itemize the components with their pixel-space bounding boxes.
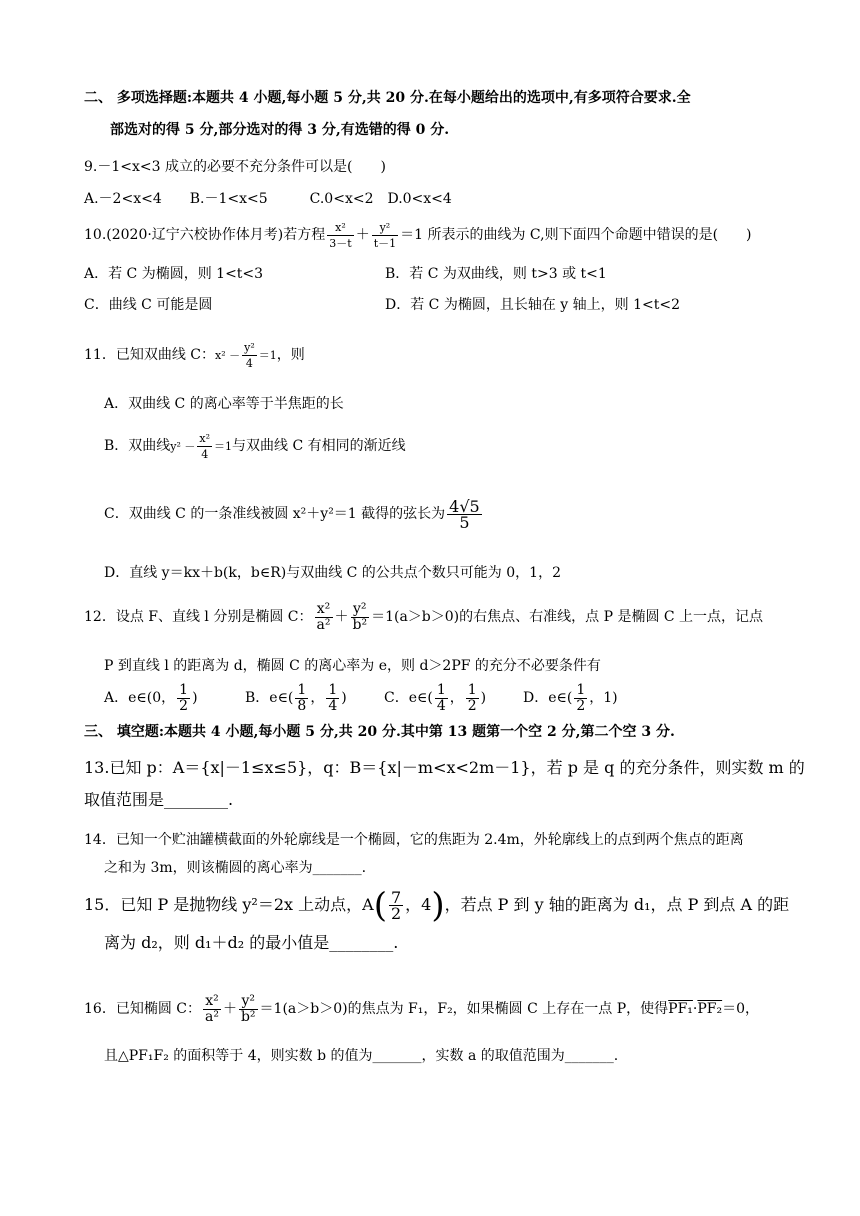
q12-option-b: B．e∈( $\frac{1}{8}$ ， $\frac{1}{4}$ ) — [245, 681, 347, 714]
q14-line1: 14．已知一个贮油罐横截面的外轮廓线是一个椭圆，它的焦距为 2.4m，外轮廓线上的点到两个焦点的距离 — [84, 832, 744, 848]
q12-stem-line2: P 到直线 l 的距离为 d，椭圆 C 的离心率为 e，则 d＞2PF 的充分不必要条件有 — [104, 658, 601, 674]
q13-line1: 13.已知 p：A＝{x|－1≤x≤5}，q：B＝{x|－m<x<2m－1}，若 p 是 q 的充分条件，则实数 m 的 — [84, 758, 805, 777]
q10-stem: 10.(2020·辽宁六校协作体月考)若方程 $\frac{\text{x²}}{3-t}$ ＋ $\frac{\text{y²}}{t-1}$ ＝1 所表示的曲线为 C,则下面四个命题中错误的是( ) — [84, 220, 752, 250]
section2-heading: 二、 多项选择题:本题共 4 小题,每小题 5 分,共 20 分.在每小题给出的选项中,有多项符合要求.全 — [84, 90, 691, 106]
q12-option-a: A．e∈(0， $\frac{1}{2}$ ) — [104, 681, 198, 714]
section3-heading: 三、 填空题:本题共 4 小题,每小题 5 分,共 20 分.其中第 13 题第一个空 2 分,第二个空 3 分. — [84, 724, 675, 740]
q14-line2: 之和为 3m，则该椭圆的离心率为_______. — [104, 860, 367, 876]
q10-option-b: B．若 C 为双曲线，则 t>3 或 t<1 — [385, 266, 607, 282]
q9-options: A.－2<x<4 B.－1<x<5 C.0<x<2 D.0<x<4 — [84, 191, 452, 207]
q12-option-d: D．e∈( $\frac{1}{2}$ ，1) — [523, 681, 618, 714]
q16-line1: 16．已知椭圆 C： $\frac{\text{x²}}{\text{a²}}$ ＋ $\frac{\text{y²}}{\text{b²}}$ ＝1(a＞b＞0)的焦点为 F₁，F₂，如果椭圆 C 上存在一点 P，使得PF₁·PF₂＝0， — [84, 992, 760, 1025]
q11-option-c: C．双曲线 C 的一条准线被圆 x²＋y²＝1 截得的弦长为 $\frac{4√5}{5}$ — [104, 496, 480, 532]
q15-line2: 离为 d₂，则 d₁＋d₂ 的最小值是________. — [104, 933, 399, 952]
q9-stem: 9.－1<x<3 成立的必要不充分条件可以是( ) — [84, 159, 386, 175]
q11-option-a: A．双曲线 C 的离心率等于半焦距的长 — [104, 396, 344, 412]
section2-heading-cont: 部选对的得 5 分,部分选对的得 3 分,有选错的得 0 分. — [110, 122, 450, 138]
q11-option-b: B．双曲线y² － $\frac{\text{x²}}{4}$ ＝1与双曲线 C 有相同的渐近线 — [104, 431, 406, 461]
q15-line1: 15．已知 P 是抛物线 y²＝2x 上动点，A( $\frac{7}{2}$ ，4)，若点 P 到 y 轴的距离为 d₁，点 P 到点 A 的距 — [84, 885, 790, 926]
q16-line2: 且△PF₁F₂ 的面积等于 4，则实数 b 的值为_______，实数 a 的取值范围为_______. — [104, 1048, 619, 1064]
q11-option-d: D．直线 y＝kx＋b(k，b∈R)与双曲线 C 的公共点个数只可能为 0，1，2 — [104, 565, 561, 581]
q10-option-d: D．若 C 为椭圆，且长轴在 y 轴上，则 1<t<2 — [385, 297, 680, 313]
q13-line2: 取值范围是________. — [84, 790, 234, 809]
q12-option-c: C．e∈( $\frac{1}{4}$ ， $\frac{1}{2}$ ) — [384, 681, 487, 714]
q10-option-a: A．若 C 为椭圆，则 1<t<3 — [84, 266, 264, 282]
q12-stem: 12．设点 F、直线 l 分别是椭圆 C： $\frac{\text{x²}}{\text{a²}}$ ＋ $\frac{\text{y²}}{\text{b²}}$ ＝1(a＞b＞0)的右焦点、右准线，点 P 是椭圆 C 上一点，记点 — [84, 600, 764, 633]
q11-stem: 11．已知双曲线 C：x² － $\frac{\text{y²}}{4}$ ＝1，则 — [84, 340, 305, 370]
q10-option-c: C．曲线 C 可能是圆 — [84, 297, 213, 313]
